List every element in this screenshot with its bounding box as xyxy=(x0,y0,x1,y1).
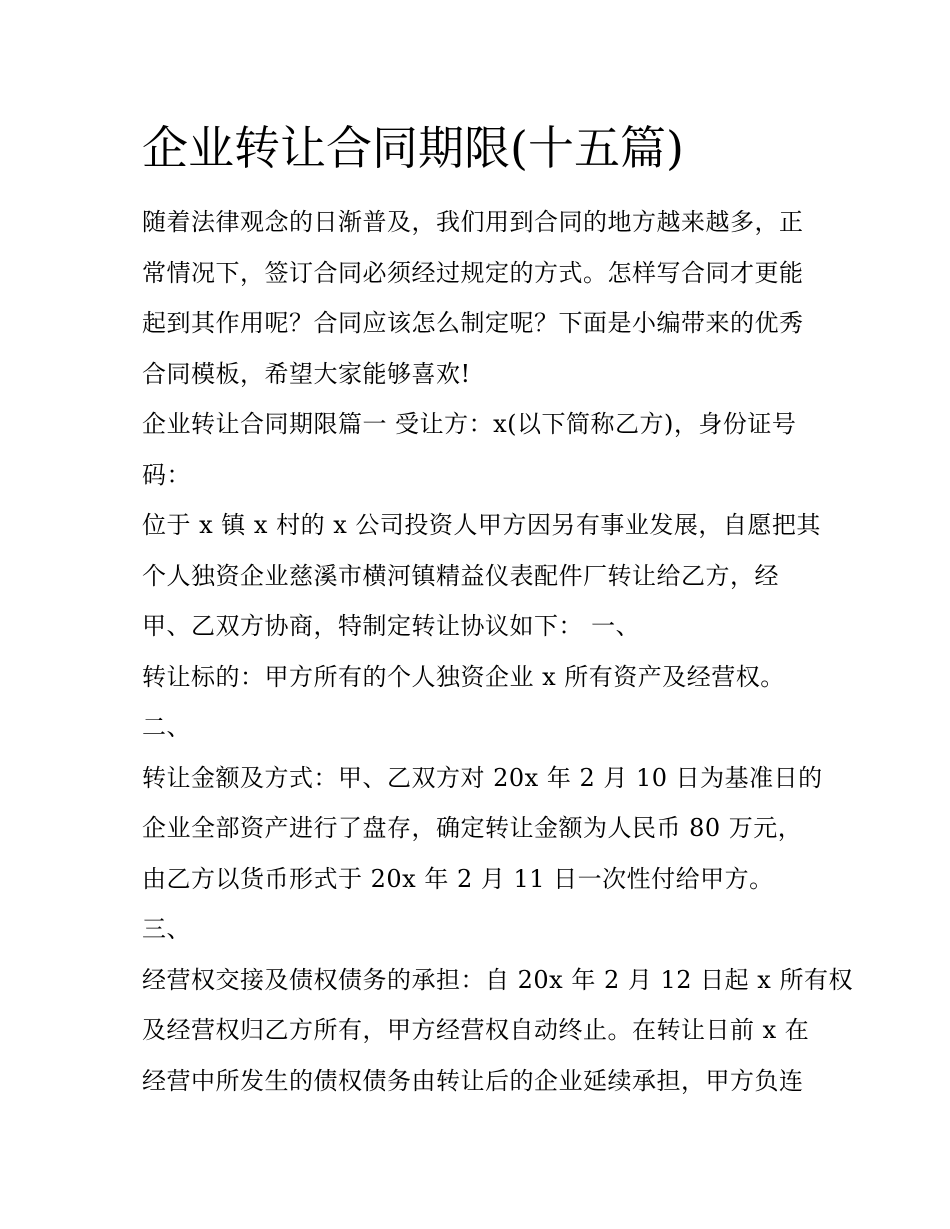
paragraph-line-18: 经营中所发生的债权债务由转让后的企业延续承担，甲方负连 xyxy=(142,1067,804,1095)
paragraph-line-15: 三、 xyxy=(142,915,191,943)
paragraph-line-2: 常情况下，签订合同必须经过规定的方式。怎样写合同才更能 xyxy=(142,259,804,287)
paragraph-line-6: 码： xyxy=(142,461,191,489)
paragraph-line-17: 及经营权归乙方所有，甲方经营权自动终止。在转让日前 x 在 xyxy=(142,1016,810,1044)
paragraph-line-3: 起到其作用呢？合同应该怎么制定呢？下面是小编带来的优秀 xyxy=(142,309,804,337)
document-title: 企业转让合同期限(十五篇) xyxy=(142,121,684,175)
paragraph-line-1: 随着法律观念的日渐普及，我们用到合同的地方越来越多，正 xyxy=(142,208,804,236)
paragraph-line-16: 经营权交接及债权债务的承担：自 20x 年 2 月 12 日起 x 所有权 xyxy=(142,966,853,994)
paragraph-line-13: 企业全部资产进行了盘存，确定转让金额为人民币 80 万元， xyxy=(142,814,803,842)
paragraph-line-11: 二、 xyxy=(142,713,191,741)
paragraph-line-10: 转让标的：甲方所有的个人独资企业 x 所有资产及经营权。 xyxy=(142,663,785,691)
paragraph-line-9: 甲、乙双方协商，特制定转让协议如下： 一、 xyxy=(142,612,641,640)
paragraph-line-7: 位于 x 镇 x 村的 x 公司投资人甲方因另有事业发展，自愿把其 xyxy=(142,511,821,539)
paragraph-line-5: 企业转让合同期限篇一 受让方：x(以下简称乙方)，身份证号 xyxy=(142,410,797,438)
paragraph-line-4: 合同模板，希望大家能够喜欢! xyxy=(142,360,471,388)
paragraph-line-14: 由乙方以货币形式于 20x 年 2 月 11 日一次性付给甲方。 xyxy=(142,865,774,893)
paragraph-line-8: 个人独资企业慈溪市横河镇精益仪表配件厂转让给乙方，经 xyxy=(142,562,779,590)
paragraph-line-12: 转让金额及方式：甲、乙双方对 20x 年 2 月 10 日为基准日的 xyxy=(142,764,823,792)
